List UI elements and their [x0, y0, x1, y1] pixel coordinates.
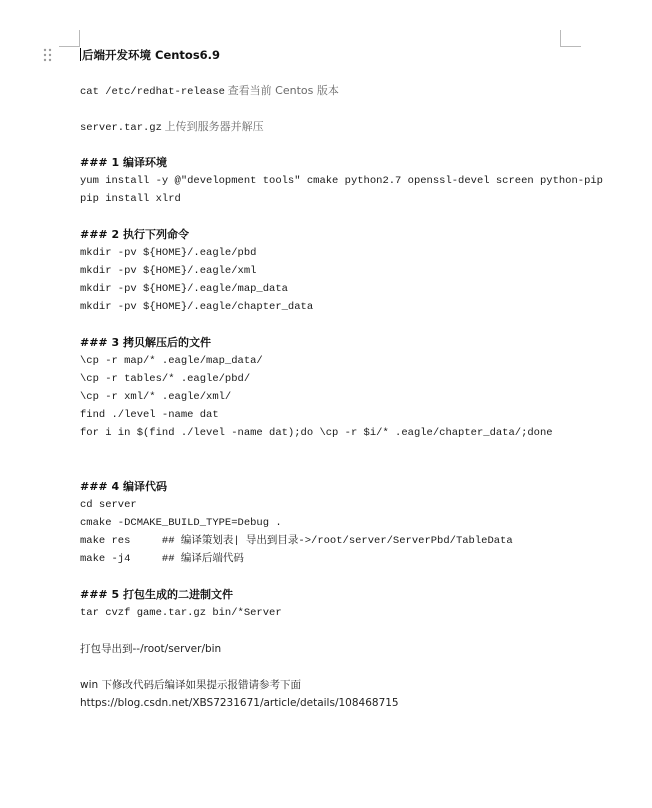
page-corner-mark-top-right [560, 30, 581, 47]
section-heading-4: ### 4 编译代码 [80, 480, 167, 493]
section-heading-3: ### 3 拷贝解压后的文件 [80, 336, 211, 349]
text-cursor [80, 48, 81, 61]
export-note: 打包导出到--/root/server/bin [80, 643, 222, 655]
cmake-command: cmake -DCMAKE_BUILD_TYPE=Debug . [80, 517, 282, 529]
tar-filename: server.tar.gz [80, 122, 162, 134]
yum-command: yum install -y @"development tools" cmake python2.7 openssl-devel screen python-pip [80, 175, 603, 187]
copy-map: \cp -r map/* .eagle/map_data/ [80, 355, 263, 367]
for-loop-command: for i in $(find ./level -name dat);do \cp -r $i/* .eagle/chapter_data/;done [80, 427, 553, 439]
section-heading-1: ### 1 编译环境 [80, 156, 167, 169]
doc-title-line [80, 46, 580, 64]
release-command: cat /etc/redhat-release [80, 86, 225, 98]
doc-title: 后端开发环境 Centos6.9 [82, 48, 221, 62]
make-res-command: make res ## 编译策划表| 导出到目录->/root/server/ServerPbd/TableData [80, 535, 513, 547]
page-corner-mark-top-left [59, 30, 80, 47]
cd-command: cd server [80, 499, 137, 511]
section-heading-2: ### 2 执行下列命令 [80, 228, 189, 241]
mkdir-chapter-data: mkdir -pv ${HOME}/.eagle/chapter_data [80, 301, 314, 313]
document-body[interactable] [80, 46, 603, 712]
pip-command: pip install xlrd [80, 193, 181, 205]
section-heading-5: ### 5 打包生成的二进制文件 [80, 588, 233, 601]
find-command: find ./level -name dat [80, 409, 219, 421]
tar-note: 上传到服务器并解压 [164, 120, 264, 133]
tar-command: tar cvzf game.tar.gz bin/*Server [80, 607, 282, 619]
copy-tables: \cp -r tables/* .eagle/pbd/ [80, 373, 251, 385]
windows-note: win 下修改代码后编译如果提示报错请参考下面 [80, 679, 301, 691]
reference-url[interactable]: https://blog.csdn.net/XBS7231671/article/details/108468715 [80, 697, 399, 709]
mkdir-xml: mkdir -pv ${HOME}/.eagle/xml [80, 265, 257, 277]
copy-xml: \cp -r xml/* .eagle/xml/ [80, 391, 232, 403]
release-note: 查看当前 Centos 版本 [227, 84, 339, 97]
make-j4-command: make -j4 ## 编译后端代码 [80, 553, 244, 565]
mkdir-map-data: mkdir -pv ${HOME}/.eagle/map_data [80, 283, 288, 295]
paragraph-drag-handle-icon[interactable] [43, 48, 55, 64]
release-line [80, 82, 580, 100]
tar-line [80, 118, 580, 136]
mkdir-pbd: mkdir -pv ${HOME}/.eagle/pbd [80, 247, 257, 259]
